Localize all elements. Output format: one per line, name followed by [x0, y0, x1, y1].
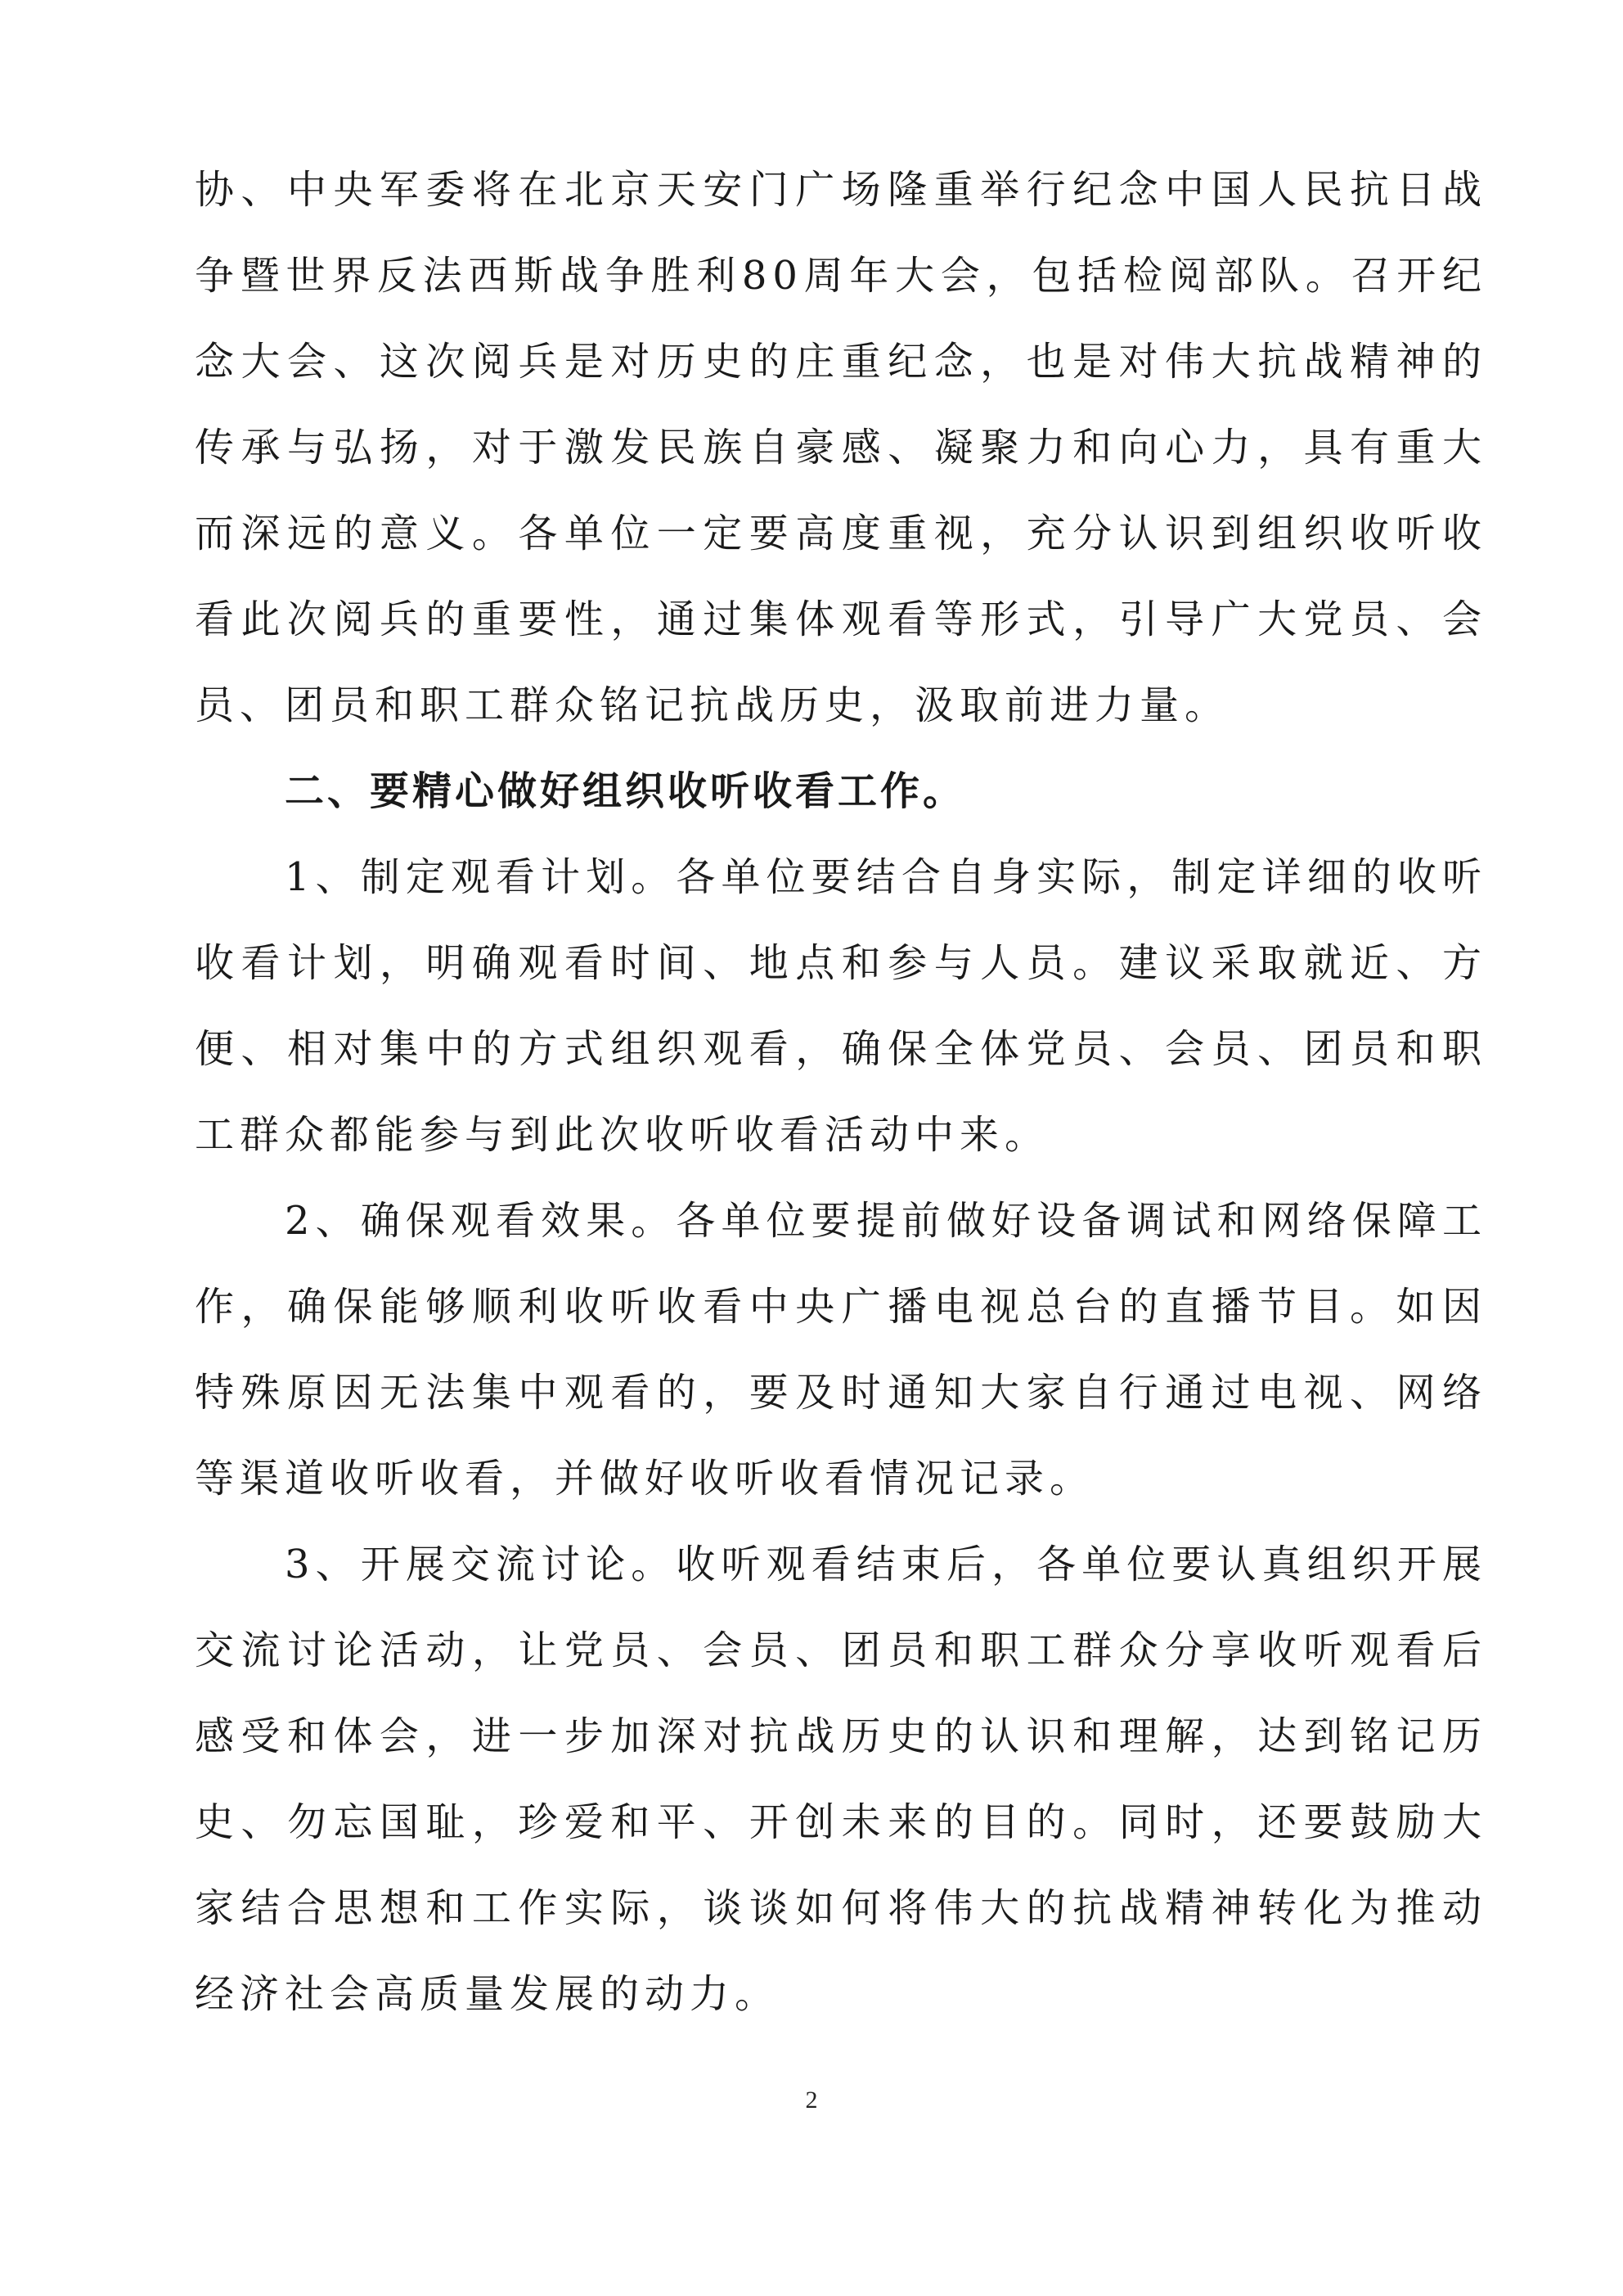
section-heading: 二、要精心做好组织收听收看工作。: [285, 768, 966, 814]
document-body: [195, 147, 1487, 2037]
paragraph-continuation: 协、中央军委将在北京天安门广场隆重举行纪念中国人民抗日战争暨世界反法西斯战争胜利80周年大会，包括检阅部队。召开纪念大会、这次阅兵是对历史的庄重纪念，也是对伟大抗战精神的传承与弘扬，对于激发民族自豪感、凝聚力和向心力，具有重大而深远的意义。各单位一定要高度重视，充分认识到组织收听收看此次阅兵的重要性，通过集体观看等形式，引导广大党员、会员、团员和职工群众铭记抗战历史，汲取前进力量。: [195, 167, 1487, 728]
page-number: 2: [805, 2087, 818, 2114]
paragraph-item-2: 2、确保观看效果。各单位要提前做好设备调试和网络保障工作，确保能够顺利收听收看中央广播电视总台的直播节目。如因特殊原因无法集中观看的，要及时通知大家自行通过电视、网络等渠道收听收看，并做好收听收看情况记录。: [195, 1198, 1487, 1501]
paragraph-item-3: 3、开展交流讨论。收听观看结束后，各单位要认真组织开展交流讨论活动，让党员、会员、团员和职工群众分享收听观看后感受和体会，进一步加深对抗战历史的认识和理解，达到铭记历史、勿忘国耻，珍爱和平、开创未来的目的。同时，还要鼓励大家结合思想和工作实际，谈谈如何将伟大的抗战精神转化为推动经济社会高质量发展的动力。: [195, 1542, 1487, 2017]
paragraph-item-1: 1、制定观看计划。各单位要结合自身实际，制定详细的收听收看计划，明确观看时间、地点和参与人员。建议采取就近、方便、相对集中的方式组织观看，确保全体党员、会员、团员和职工群众都能参与到此次收听收看活动中来。: [195, 854, 1487, 1158]
